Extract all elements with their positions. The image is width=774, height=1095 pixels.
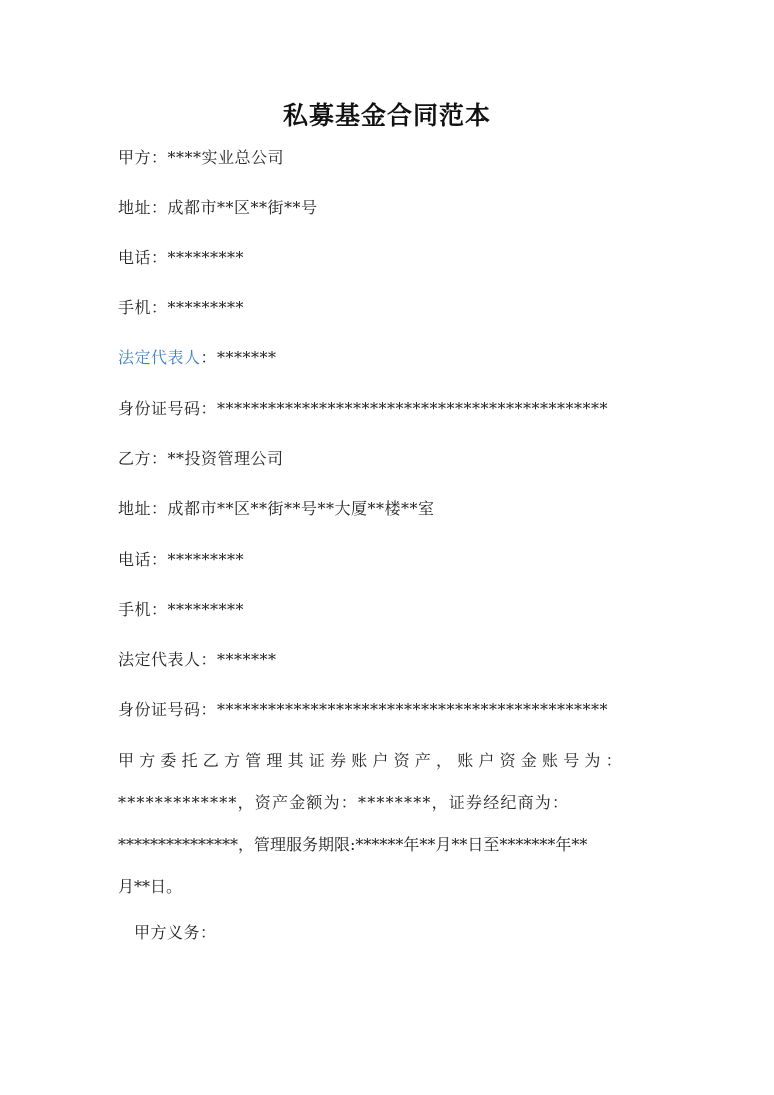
party-b-name-value: **投资管理公司: [167, 449, 284, 468]
party-a-name-label: 甲方：: [118, 148, 168, 167]
party-a-rep-sep: ：: [200, 348, 218, 367]
party-a-phone-label: 电话：: [118, 248, 168, 267]
party-b-name-label: 乙方：: [118, 449, 168, 468]
party-a-phone-line: [118, 245, 244, 268]
clause-line-1: 甲方委托乙方管理其证券账户资产，账户资金账号为：: [118, 751, 627, 770]
document-title: 私募基金合同范本: [282, 101, 491, 130]
party-b-mobile-label: 手机：: [118, 600, 168, 619]
party-a-id-label: 身份证号码：: [118, 399, 218, 418]
party-a-mobile-line: [118, 295, 244, 318]
party-b-id-value: **********************************************: [217, 700, 609, 719]
party-b-name-line: [118, 446, 284, 469]
party-a-rep-value: *******: [217, 348, 277, 367]
clause-line-3: ***************，管理服务期限:******年**月**日至*******年**: [118, 835, 588, 854]
party-a-address-label: 地址：: [118, 198, 168, 217]
party-b-rep-line: [118, 647, 277, 670]
party-b-phone-label: 电话：: [118, 550, 168, 569]
party-a-name-value: ****实业总公司: [167, 148, 285, 167]
party-a-mobile-label: 手机：: [118, 298, 168, 317]
party-b-address-label: 地址：: [118, 499, 168, 518]
legal-representative-link[interactable]: 法定代表人: [118, 348, 201, 367]
party-b-rep-label: 法定代表人：: [118, 650, 218, 669]
party-b-address-value: 成都市**区**街**号**大厦**楼**室: [167, 499, 435, 518]
party-a-phone-value: *********: [167, 248, 245, 267]
party-a-mobile-value: *********: [167, 298, 245, 317]
party-a-id-line: [118, 396, 608, 419]
section-heading-party-a-obligations: 甲方义务：: [134, 923, 217, 942]
party-b-id-line: [118, 697, 608, 720]
party-b-address-line: [118, 496, 435, 519]
party-a-rep-line: [118, 345, 277, 368]
party-b-phone-line: [118, 547, 244, 570]
party-b-rep-value: *******: [217, 650, 277, 669]
party-a-name-line: [118, 145, 284, 168]
party-b-id-label: 身份证号码：: [118, 700, 218, 719]
party-b-mobile-value: *********: [167, 600, 245, 619]
party-b-mobile-line: [118, 597, 244, 620]
party-a-id-value: **********************************************: [217, 399, 609, 418]
party-a-address-line: [118, 195, 318, 218]
party-b-phone-value: *********: [167, 550, 245, 569]
clause-line-2: *************，资产金额为：********，证券经纪商为：: [118, 793, 570, 812]
party-a-address-value: 成都市**区**街**号: [167, 198, 318, 217]
clause-line-4: 月**日。: [118, 877, 183, 896]
